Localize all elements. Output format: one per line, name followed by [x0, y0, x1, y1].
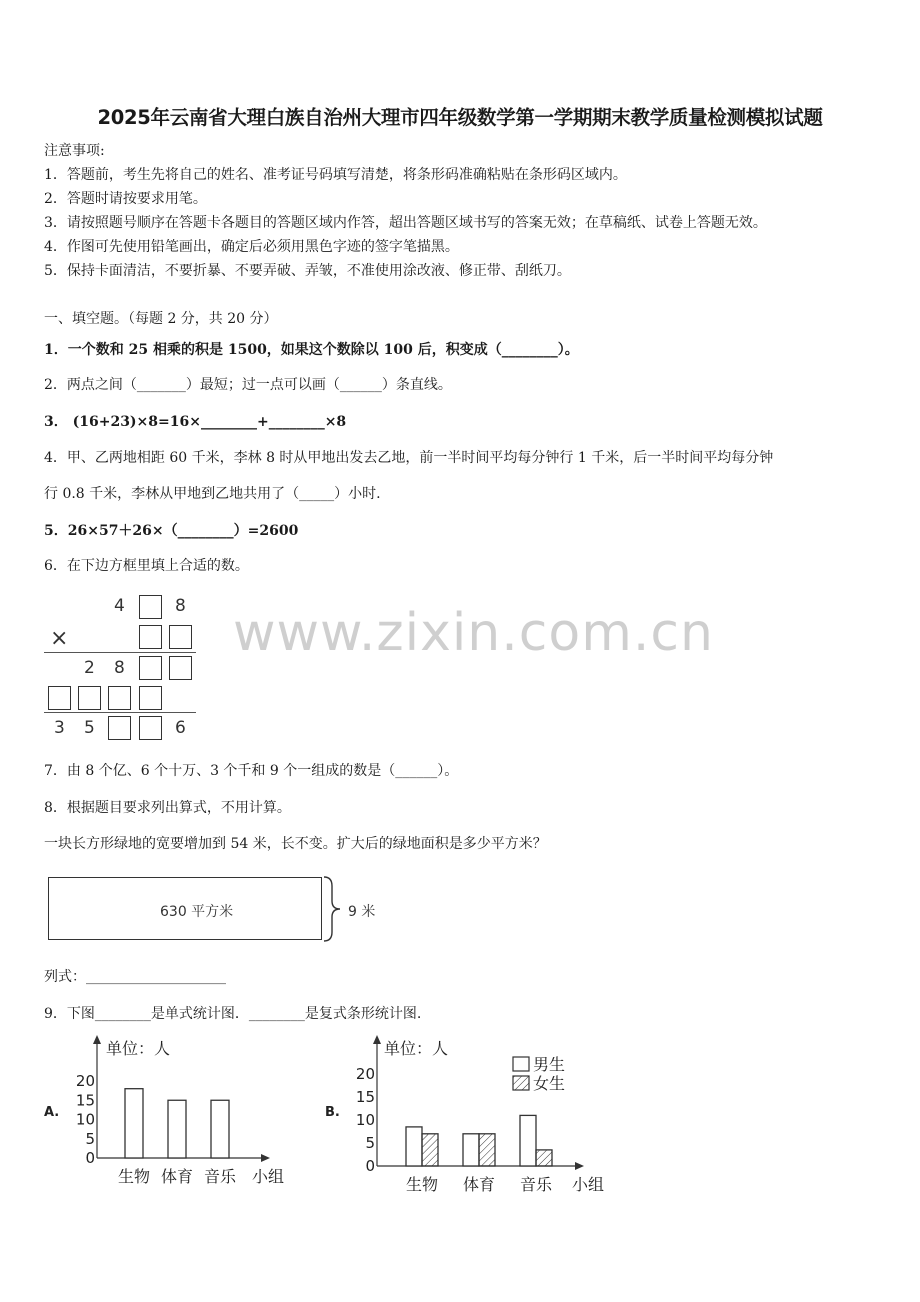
question-3: 3． (16+23)×8=16×________+________×8 [44, 414, 347, 430]
answer-box[interactable] [139, 686, 162, 710]
digit: 5 [84, 718, 95, 738]
answer-box[interactable] [169, 625, 192, 649]
bar [125, 1089, 143, 1158]
times-sign: × [50, 626, 69, 651]
x-category-label: 体育 [160, 1167, 194, 1186]
y-tick-label: 15 [355, 1088, 375, 1106]
question-2: 2．两点之间（_______）最短；过一点可以画（______）条直线。 [44, 377, 452, 393]
legend-swatch-girls [513, 1076, 529, 1090]
answer-box[interactable] [139, 656, 162, 680]
question-8: 8．根据题目要求列出算式，不用计算。 [44, 800, 291, 816]
answer-box[interactable] [139, 595, 162, 619]
y-tick-label: 15 [75, 1091, 95, 1110]
x-category-label: 生物 [117, 1167, 151, 1186]
legend-swatch-boys [513, 1057, 529, 1071]
question-4-line-2: 行 0.8 千米，李林从甲地到乙地共用了（_____）小时. [44, 486, 381, 502]
notice-item: 4．作图可先使用铅笔画出，确定后必须用黑色字迹的签字笔描黑。 [44, 239, 459, 255]
notice-item: 3．请按照题号顺序在答题卡各题目的答题区域内作答，超出答题区域书写的答案无效；在草稿纸、试卷上答题无效。 [44, 215, 767, 231]
unit-label: 单位：人 [106, 1039, 171, 1058]
unit-label: 单位：人 [384, 1039, 449, 1058]
x-axis-label: 小组 [572, 1175, 605, 1194]
y-tick-label: 5 [365, 1134, 375, 1152]
y-tick-label: 10 [355, 1111, 375, 1129]
digit: 2 [84, 658, 95, 678]
question-7: 7．由 8 个亿、6 个十万、3 个千和 9 个一组成的数是（______）。 [44, 763, 459, 779]
x-category-label: 体育 [462, 1175, 496, 1194]
bar-boys [520, 1115, 536, 1166]
bar-girls [479, 1134, 495, 1166]
bar-girls [422, 1134, 438, 1166]
answer-box[interactable] [139, 625, 162, 649]
legend-label: 男生 [533, 1055, 566, 1074]
notice-item: 2．答题时请按要求用笔。 [44, 191, 207, 207]
divider-line [44, 712, 196, 713]
x-axis-label: 小组 [252, 1167, 285, 1186]
formula-line: 列式：____________________ [44, 969, 226, 985]
brace-icon [322, 876, 346, 942]
page-title: 2025年云南省大理白族自治州大理市四年级数学第一学期期末教学质量检测模拟试题 [97, 106, 823, 129]
bar [211, 1100, 229, 1158]
bar-boys [406, 1127, 422, 1166]
x-category-label: 音乐 [203, 1167, 237, 1186]
bar-boys [463, 1134, 479, 1166]
legend-label: 女生 [533, 1074, 566, 1093]
option-label: A. [44, 1105, 60, 1120]
x-axis-arrow [261, 1154, 270, 1162]
notice-item: 5．保持卡面清洁，不要折暴、不要弄破、弄皱，不准使用涂改液、修正带、刮纸刀。 [44, 263, 571, 279]
y-axis-arrow [373, 1035, 381, 1044]
notice-item: 1．答题前，考生先将自己的姓名、准考证号码填写清楚，将条形码准确粘贴在条形码区域内。 [44, 167, 627, 183]
chart-a [40, 1030, 300, 1190]
digit: 6 [175, 718, 186, 738]
y-tick-label: 10 [75, 1110, 95, 1129]
y-tick-label: 20 [75, 1072, 95, 1090]
question-6: 6．在下边方框里填上合适的数。 [44, 558, 249, 574]
x-axis-arrow [575, 1162, 584, 1170]
watermark: www.zixin.com.cn [233, 603, 714, 663]
divider-line [44, 652, 196, 653]
digit: 8 [114, 658, 125, 678]
answer-box[interactable] [78, 686, 101, 710]
notice-heading: 注意事项: [44, 143, 105, 159]
answer-box[interactable] [169, 656, 192, 680]
answer-box[interactable] [108, 716, 131, 740]
question-9: 9．下图________是单式统计图．________是复式条形统计图. [44, 1006, 422, 1022]
bar [168, 1100, 186, 1158]
chart-b [320, 1030, 620, 1198]
x-category-label: 生物 [405, 1175, 439, 1194]
bar-girls [536, 1150, 552, 1166]
digit: 8 [175, 596, 186, 616]
answer-box[interactable] [48, 686, 71, 710]
y-tick-label: 0 [365, 1157, 375, 1175]
y-tick-label: 5 [85, 1129, 95, 1148]
answer-box[interactable] [139, 716, 162, 740]
y-tick-label: 0 [85, 1149, 95, 1167]
answer-box[interactable] [108, 686, 131, 710]
y-tick-label: 20 [355, 1065, 375, 1083]
question-5: 5．26×57＋26×（________）=2600 [44, 523, 299, 539]
digit: 4 [114, 596, 125, 616]
question-1: 1．一个数和 25 相乘的积是 1500，如果这个数除以 100 后，积变成（________）。 [44, 342, 579, 358]
section-heading: 一、填空题。（每题 2 分，共 20 分） [44, 311, 278, 327]
option-label: B. [325, 1105, 340, 1120]
digit: 3 [54, 718, 65, 738]
question-8-text: 一块长方形绿地的宽要增加到 54 米，长不变。扩大后的绿地面积是多少平方米？ [44, 836, 547, 852]
area-label: 630 平方米 [160, 904, 234, 920]
width-label: 9 米 [348, 904, 376, 920]
y-axis-arrow [93, 1035, 101, 1044]
question-4-line-1: 4．甲、乙两地相距 60 千米，李林 8 时从甲地出发去乙地，前一半时间平均每分钟行 1 千米，后一半时间平均每分钟 [44, 450, 774, 466]
x-category-label: 音乐 [519, 1175, 553, 1194]
